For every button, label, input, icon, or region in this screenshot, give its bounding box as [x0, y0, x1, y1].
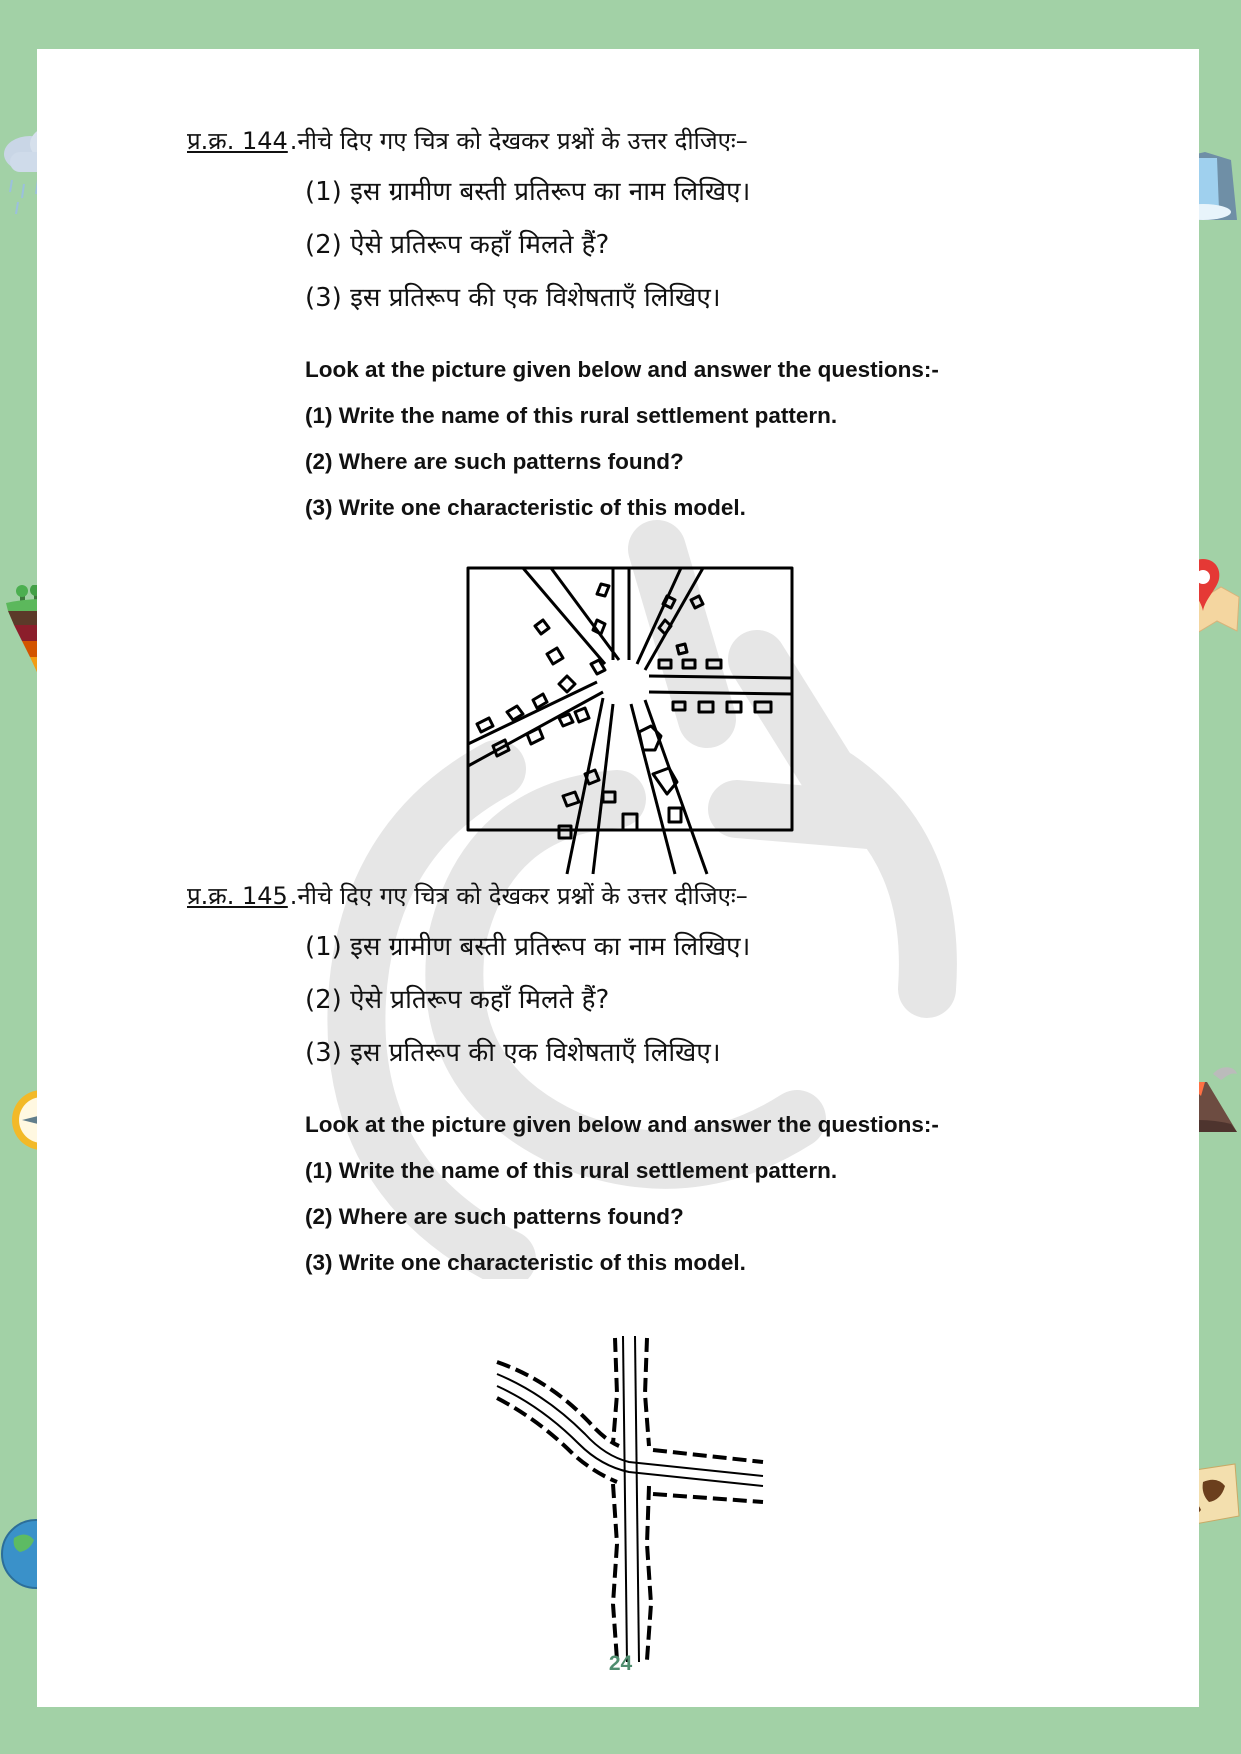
english-question-3: (3) Write one characteristic of this model.	[305, 1250, 746, 1275]
question-number: प्र.क्र. 145	[187, 882, 288, 910]
question-instruction-hindi: .नीचे दिए गए चित्र को देखकर प्रश्नों के उत्तर दीजिएः–	[289, 127, 748, 155]
hindi-question-3: (3) इस प्रतिरूप की एक विशेषताएँ लिखिए।	[305, 283, 721, 313]
page-number: 24	[608, 1652, 633, 1675]
english-question-2: (2) Where are such patterns found?	[305, 449, 684, 474]
question-heading	[187, 880, 1087, 912]
hindi-question-2: (2) ऐसे प्रतिरूप कहाँ मिलते हैं?	[305, 985, 610, 1015]
english-question-2: (2) Where are such patterns found?	[305, 1204, 684, 1229]
question-number: प्र.क्र. 144	[187, 127, 288, 155]
hindi-question-3: (3) इस प्रतिरूप की एक विशेषताएँ लिखिए।	[305, 1038, 721, 1068]
question-144	[187, 125, 1087, 520]
english-question-3: (3) Write one characteristic of this model.	[305, 495, 746, 520]
hindi-question-2: (2) ऐसे प्रतिरूप कहाँ मिलते हैं?	[305, 230, 610, 260]
radial-settlement-figure	[463, 564, 799, 882]
english-instruction: Look at the picture given below and answer the questions:-	[305, 357, 939, 382]
cross-settlement-figure	[495, 1334, 773, 1664]
question-instruction-hindi: .नीचे दिए गए चित्र को देखकर प्रश्नों के उत्तर दीजिएः–	[289, 882, 748, 910]
english-question-1: (1) Write the name of this rural settlement pattern.	[305, 1158, 838, 1183]
question-heading	[187, 125, 1087, 157]
page	[37, 49, 1199, 1707]
english-question-1: (1) Write the name of this rural settlement pattern.	[305, 403, 838, 428]
hindi-question-1: (1) इस ग्रामीण बस्ती प्रतिरूप का नाम लिखिए।	[305, 177, 751, 207]
question-145	[187, 880, 1087, 1275]
hindi-question-1: (1) इस ग्रामीण बस्ती प्रतिरूप का नाम लिखिए।	[305, 932, 751, 962]
english-instruction: Look at the picture given below and answer the questions:-	[305, 1112, 939, 1137]
